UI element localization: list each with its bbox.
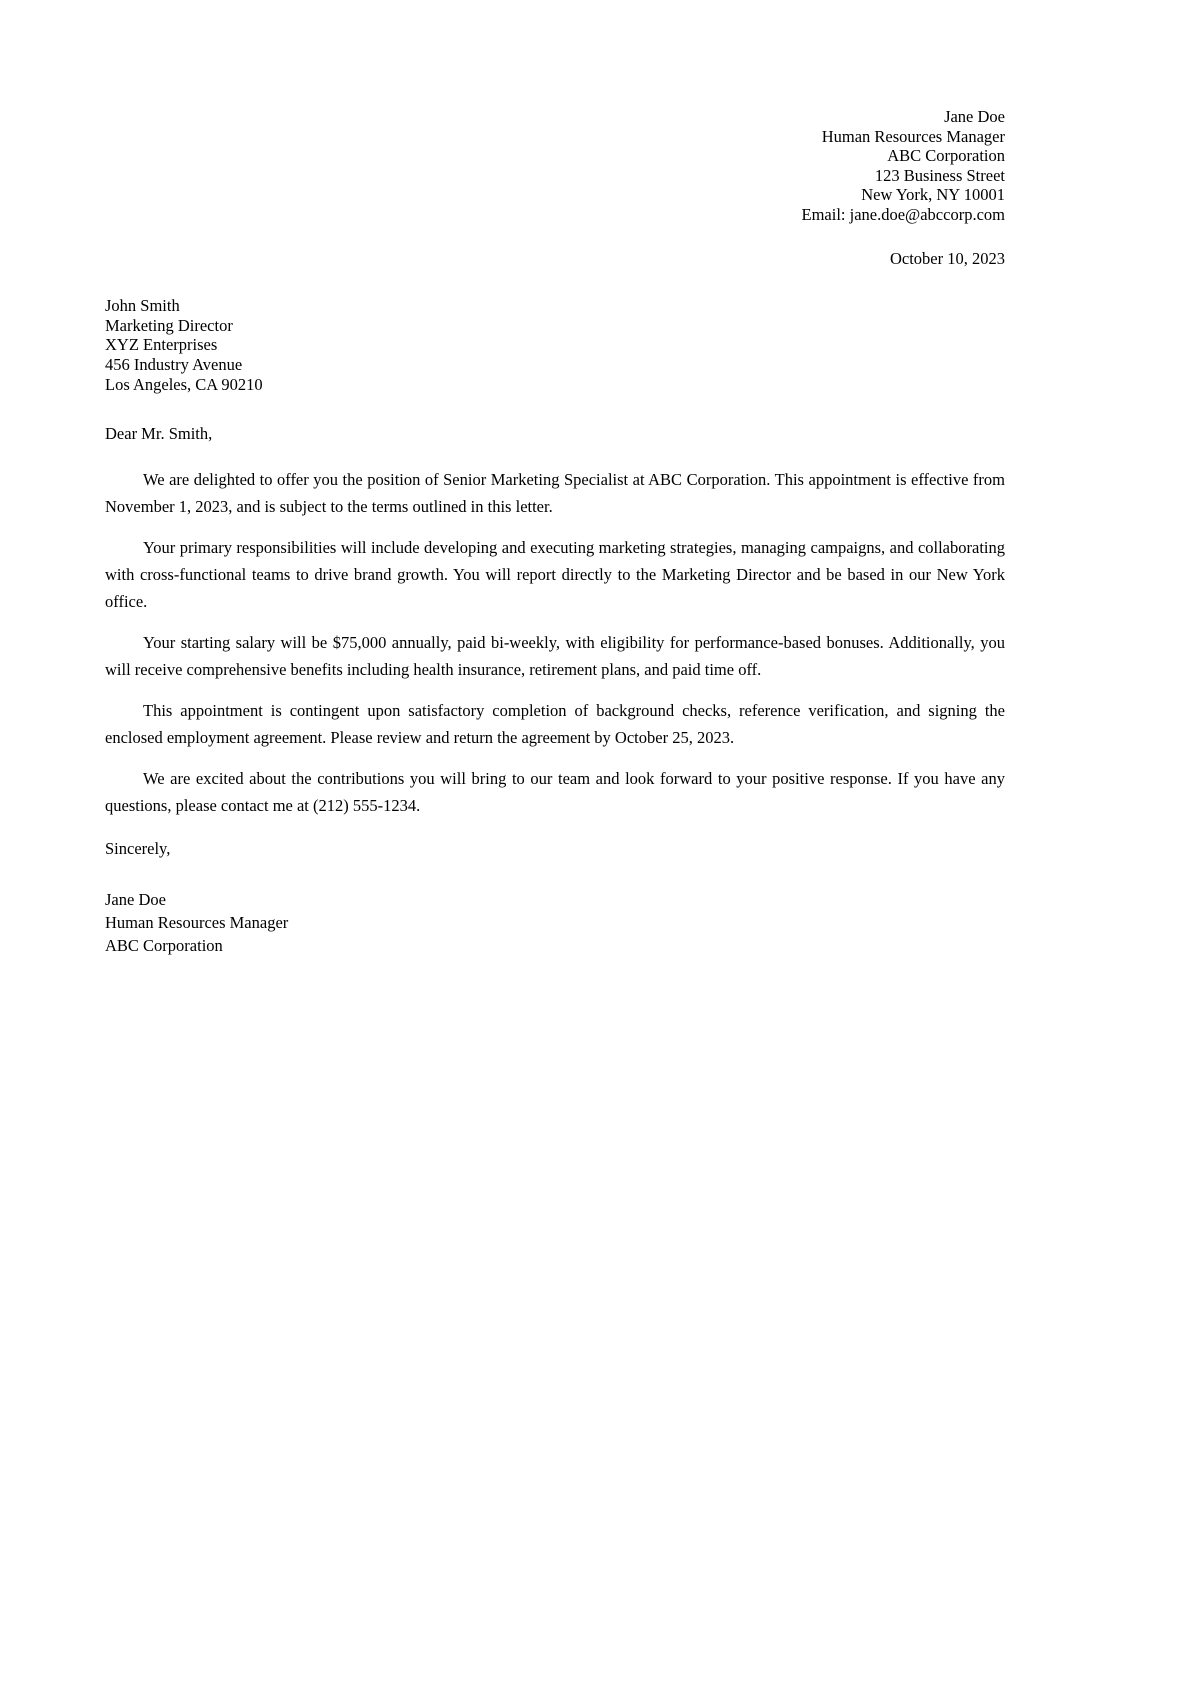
sender-address-block	[105, 107, 1005, 225]
salutation: Dear Mr. Smith,	[105, 424, 213, 444]
letter-body	[105, 466, 1005, 819]
recipient-street: 456 Industry Avenue	[105, 354, 243, 374]
recipient-company: XYZ Enterprises	[105, 335, 218, 355]
body-paragraph-offer: We are delighted to offer you the position of Senior Marketing Specialist at ABC Corporation. This appointment is effective from November 1, 2023, and is subject to the terms outlined in this letter.	[105, 469, 1005, 516]
letter-content	[105, 0, 1005, 957]
sender-email: Email: jane.doe@abccorp.com	[801, 204, 1005, 224]
body-paragraph-contingencies: This appointment is contingent upon satisfactory completion of background checks, reference verification, and signing the enclosed employment agreement. Please review and return the agreement by October 25, 2023.	[105, 700, 1005, 747]
sender-title: Human Resources Manager	[821, 126, 1005, 146]
letter-date: October 10, 2023	[889, 248, 1005, 268]
sender-company: ABC Corporation	[887, 146, 1005, 166]
closing-salutation: Sincerely,	[105, 838, 171, 858]
recipient-address-block	[105, 296, 1005, 394]
recipient-name: John Smith	[105, 296, 180, 316]
sender-city-state-zip: New York, NY 10001	[861, 185, 1005, 205]
signature-block	[105, 888, 1005, 957]
body-paragraph-compensation: Your starting salary will be $75,000 annually, paid bi-weekly, with eligibility for performance-based bonuses. Additionally, you will receive comprehensive benefits including health insurance, retirement plans, and paid time off.	[105, 632, 1005, 679]
body-paragraph-closing-remarks: We are excited about the contributions you will bring to our team and look forward to your positive response. If you have any questions, please contact me at (212) 555-1234.	[105, 768, 1005, 815]
sender-street: 123 Business Street	[874, 165, 1005, 185]
signature-name: Jane Doe	[105, 890, 166, 910]
recipient-city-state-zip: Los Angeles, CA 90210	[105, 374, 263, 394]
recipient-title: Marketing Director	[105, 315, 233, 335]
sender-name: Jane Doe	[944, 107, 1005, 126]
body-paragraph-responsibilities: Your primary responsibilities will include developing and executing marketing strategies, managing campaigns, and collaborating with cross-functional teams to drive brand growth. You will report directly to the Marketing Director and be based in our New York office.	[105, 537, 1005, 611]
signature-title: Human Resources Manager	[105, 913, 289, 933]
signature-company: ABC Corporation	[105, 936, 223, 956]
